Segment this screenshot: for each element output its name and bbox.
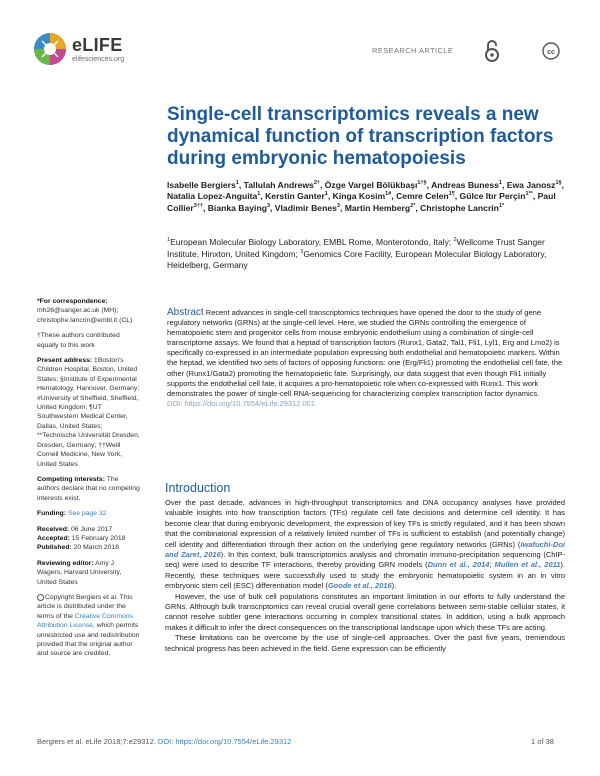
copyright-block: [37, 593, 140, 659]
intro-paragraph-1: [165, 498, 565, 592]
intro-text: ). In this context, bulk transcriptomics analysis and chromatin immuno-precipitation sequencing (ChIP-seq) were used to describe TF interactions, thereby providing GRN models (: [165, 550, 565, 570]
author-affiliation-marker: 1#: [385, 191, 392, 198]
open-access-icon: [483, 39, 501, 63]
funding-label: Funding:: [37, 510, 67, 518]
author-name: Gülce Itır Perçin: [459, 191, 526, 202]
correspondence-block: [37, 297, 140, 325]
footer-citation-text: Bergiers et al. eLife 2018;7:e29312.: [37, 737, 158, 746]
logo-name: eLIFE: [72, 34, 123, 55]
cc-license-link[interactable]: Creative Commons Attribution License: [37, 612, 133, 630]
author-name: Andreas Buness: [431, 180, 499, 190]
author-affiliation-marker: 1¶: [448, 191, 455, 198]
published-date: 20 March 2018: [71, 544, 119, 552]
competing-interests-block: [37, 475, 140, 503]
author-affiliation-marker: 1: [498, 180, 502, 187]
author-affiliation-marker: 1§: [555, 180, 562, 187]
citation-link[interactable]: Goode et al., 2016: [327, 581, 392, 591]
creative-commons-icon: [542, 42, 560, 60]
author-affiliation-marker: 1: [235, 180, 239, 187]
affiliation-text: European Molecular Biology Laboratory, EMBL Rome, Monterotondo, Italy;: [170, 237, 454, 247]
intro-text: ). Recently, these techniques were successfully used to study the embryonic hematopoietic system in an in vitro embryonic stem cell (ESC) differentiation model (: [165, 560, 565, 591]
author-name: Christophe Lancrin: [420, 202, 499, 213]
competing-interests-label: Competing interests:: [37, 475, 105, 483]
footer-doi-link[interactable]: DOI: https://doi.org/10.7554/eLife.29312: [157, 737, 292, 746]
abstract-text: Recent advances in single-cell transcriptomics techniques have opened the door to the study of gene regulatory networks (GRNs) at the single-cell level. Here, we studied the GRNs controlling the emergence of hematopoietic stem and progenitor cells from mouse embryonic endothelium using a combination of single-cell transcriptome assays. We found that a heptad of transcription factors (Runx1, Gata2, Tal1, Fli1, Lyl1, Erg and Lmo2) is specifically co-expressed in an intermediate population expressing both endothelial and hematopoietic markers. Within the heptad, we identified two sets of factors of opposing functions: one (Erg/Fli1) promoting the endothelial cell fate, the other (Runx1/Gata2) promoting the hematopoietic fate. Surprisingly, our data suggest that even though Fli1 initially supports the endothelial cell fate, it acquires a pro-hematopoietic role when co-expressed with Runx1. This work demonstrates the power of single-cell RNA-sequencing for characterizing complex transcription factor dynamics.: [167, 308, 563, 398]
author-name: Martin Hemberg: [344, 202, 411, 213]
author-affiliation-marker: 1: [257, 191, 261, 198]
intro-paragraph-3: These limitations can be overcome by the use of single-cell approaches. Over the past five years, tremendous technical progress has been achieved in the field. Gene expression can be efficiently: [165, 633, 565, 653]
elife-logo-icon: [33, 32, 67, 66]
accepted-date: 15 February 2018: [69, 534, 126, 542]
introduction-body: [165, 498, 565, 654]
dates-block: [37, 525, 140, 553]
received-label: Received:: [37, 525, 70, 533]
author-name: Vladimir Benes: [274, 202, 337, 213]
introduction-heading: Introduction: [165, 481, 231, 495]
author-name: Tallulah Andrews: [243, 180, 314, 190]
abstract-label: Abstract: [167, 307, 204, 318]
accepted-label: Accepted:: [37, 534, 70, 542]
copyright-text-1: Copyright Bergiers et al. This article is distributed under the terms of the: [37, 593, 133, 620]
author-name: Kinga Kosim: [332, 191, 386, 202]
abstract: [167, 308, 565, 409]
funding-link[interactable]: See page 32: [67, 510, 107, 518]
author-affiliation-marker: 3: [266, 202, 271, 209]
author-name: Isabelle Bergiers: [167, 180, 236, 190]
intro-text: ).: [391, 581, 397, 591]
citation-link[interactable]: Mullen et al., 2011: [494, 560, 561, 570]
article-type-label: RESEARCH ARTICLE: [372, 46, 454, 55]
copyright-text-2: , which permits unrestricted use and redistribution provided that the original author and source are credited.: [37, 622, 140, 658]
affiliation-marker: 2: [453, 237, 457, 244]
author-name: Paul Collier: [167, 191, 556, 213]
citation-link[interactable]: Dunn et al., 2014: [427, 560, 490, 570]
affiliation-marker: 1: [167, 237, 171, 244]
copyright-cc-icon: [37, 594, 44, 601]
author-affiliation-marker: 3: [336, 202, 340, 209]
received-date: 06 June 2017: [69, 525, 113, 533]
competing-interests-text: The authors declare that no competing interests exist.: [37, 475, 140, 502]
reviewing-editor-text: Amy J Wagers, Harvard University, United States: [37, 559, 122, 586]
elife-logo[interactable]: [33, 32, 124, 66]
reviewing-editor-label: Reviewing editor:: [37, 559, 94, 567]
author-list: Isabelle Bergiers$^1$, Tallulah Andrews$^{2\dagger}$, Özge Vargel Bölükbaşı$^{1\dagger\S}$, Andreas Buness$^1$, Ewa Janosz$^{1\S}$, Natalia Lopez-Anguita$^1$, Kerstin Ganter$^1$, Kinga Kosim$^{1\#}$, Cemre Celen$^{1\P}$, Gülce Itır Perçin$^{1**}$, Paul Collier$^{3\dagger\dagger}$, Bianka Baying$^3$, Vladimir Benes$^3$, Martin Hemberg$^{2*}$, Christophe Lancrin$^{1*}$: [167, 180, 564, 213]
article-title: Single-cell transcriptomics reveals a new dynamical function of transcription factors during embryonic hematopoiesis: [167, 104, 554, 169]
intro-text: Over the past decade, advances in high-throughput transcriptomics and DNA occupancy analyses have provided valuable insights into how transcription factors (TFs) regulate cell fate decisions and determine cell identity. It has become clear that during embryonic development, the expression of key TFs is strictly regulated, and it has been shown that the combinatorial expression of a relatively limited number of TFs is sufficient to establish (and potentially change) cell identity and differentiation through their action on the underlying gene regulatory networks (GRNs) (: [165, 498, 565, 549]
author-name: Ewa Janosz: [506, 180, 556, 190]
author-affiliation-marker: 1*: [498, 202, 505, 209]
equal-contribution-note: †These authors contributed equally to this work: [37, 332, 120, 349]
author-name: Kerstin Ganter: [265, 191, 325, 202]
affiliation-marker: 3: [300, 248, 304, 255]
present-address-label: Present address:: [37, 357, 93, 365]
intro-text: ;: [489, 560, 495, 570]
author-affiliation-marker: 1: [324, 191, 328, 198]
affiliations: [167, 237, 567, 272]
author-name: Cemre Celen: [396, 191, 449, 202]
correspondence-email-1[interactable]: mh26@sanger.ac.uk (MH);: [37, 307, 119, 315]
author-affiliation-marker: 1†§: [417, 180, 427, 187]
abstract-doi-link[interactable]: DOI: https://doi.org/10.7554/eLife.29312.001: [167, 398, 316, 408]
author-affiliation-marker: 3††: [193, 202, 203, 209]
present-address-block: [37, 356, 140, 469]
intro-paragraph-2: However, the use of bulk cell populations constitutes an important limitation in our efforts to fully understand the GRNs. Although bulk transcriptomics can reveal crucial overall gene correlations between semi-stable cellular states, it cannot resolve subtler gene interactions occurring in complex transitional states. In addition, using a bulk approach makes it difficult to infer the direct consequences on the transcriptional landscape upon which these TFs are acting.: [165, 591, 565, 632]
published-label: Published:: [37, 544, 72, 552]
author-name: Özge Vargel Bölükbaşı: [324, 180, 418, 190]
page-number: 1 of 38: [531, 737, 554, 746]
affiliation-text: Wellcome Trust Sanger Institute, Hinxton, United Kingdom;: [167, 237, 545, 259]
funding-block: [37, 509, 140, 518]
article-sidebar: [37, 297, 140, 665]
author-name: Natalia Lopez-Anguita: [167, 191, 258, 202]
footer-citation: [37, 737, 291, 746]
reviewing-editor-block: [37, 559, 140, 587]
correspondence-email-2[interactable]: christophe.lancrin@embl.it (CL): [37, 316, 133, 324]
citation-link[interactable]: Iwafuchi-Doi and Zaret, 2016: [165, 539, 565, 560]
author-affiliation-marker: 1**: [525, 191, 533, 198]
present-address-text: ‡Boston's Children Hospital, Boston, United States; §Institute of Experimental Hematology, Hannover, Germany; #University of Sheffield, Sheffield, United Kingdom; ¶UT Southwestern Medical Center, Dallas, United States; **Technische Universität Dresden, Dresden, Germany; ††Weill Cornell Medicine, New York, United States: [37, 357, 140, 468]
author-affiliation-marker: 2*: [410, 202, 416, 209]
affiliation-text: Genomics Core Facility, European Molecular Biology Laboratory, Heidelberg, Germany: [167, 248, 547, 271]
author-affiliation-marker: 2†: [313, 180, 320, 187]
svg-text:cc: cc: [547, 49, 555, 56]
logo-url[interactable]: elifesciences.org: [72, 55, 125, 63]
correspondence-label: *For correspondence:: [37, 298, 108, 305]
author-name: Bianka Baying: [207, 202, 267, 213]
